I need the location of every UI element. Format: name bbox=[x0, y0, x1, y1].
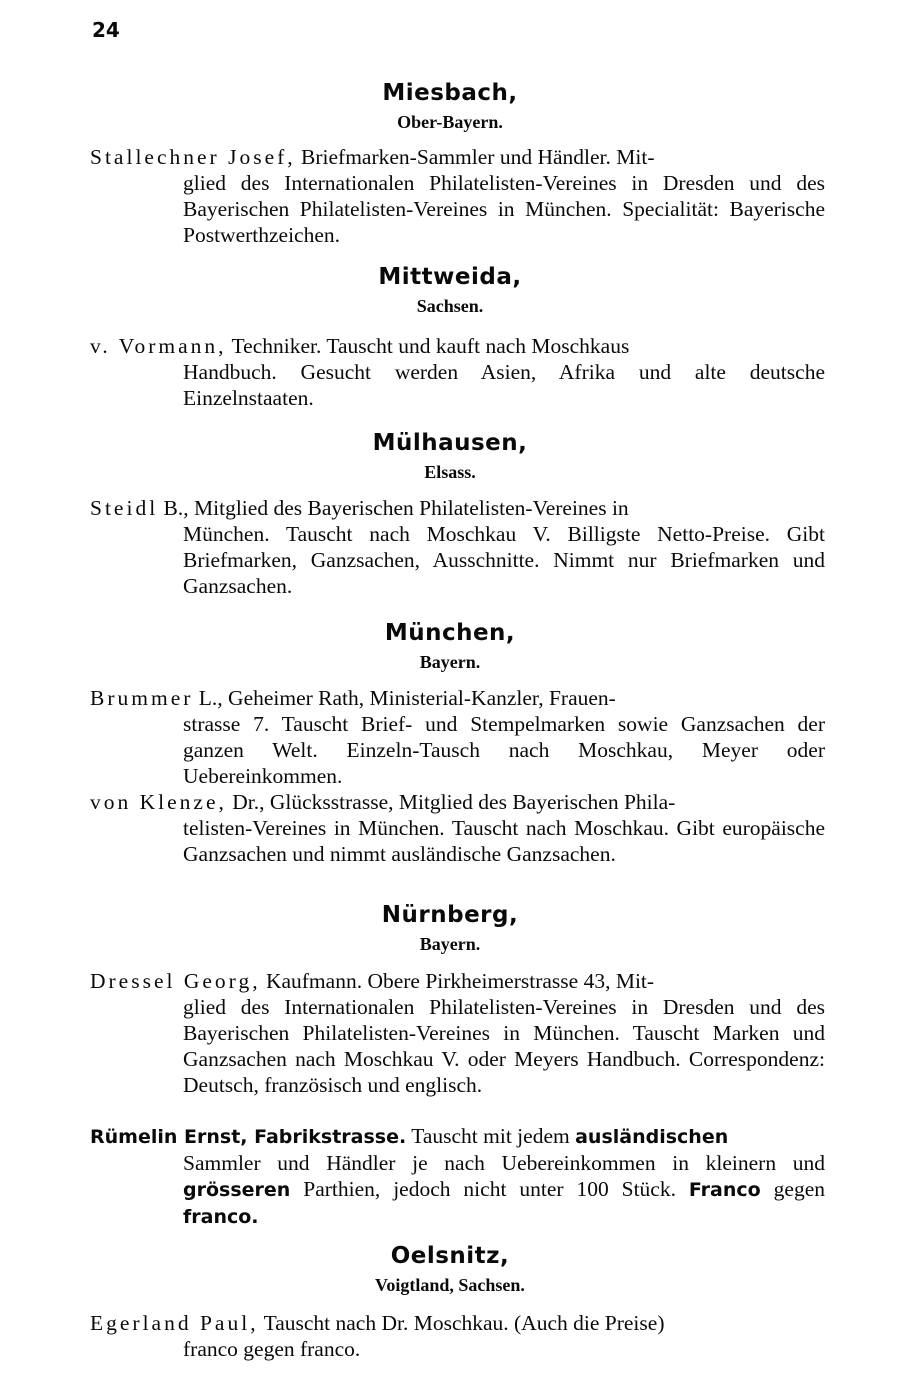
directory-entry bbox=[90, 1123, 825, 1230]
entry-name: v. Vormann, bbox=[90, 334, 227, 358]
emphasis-text: ausländischen bbox=[575, 1126, 729, 1148]
directory-entry bbox=[90, 789, 825, 867]
entry-text: Sammler und Händler je nach Uebereinkommen in kleinern und bbox=[183, 1151, 825, 1175]
directory-entry bbox=[90, 968, 825, 1098]
city-heading: Oelsnitz, bbox=[390, 1243, 510, 1269]
entry-text: Parthien, jedoch nicht unter 100 Stück. bbox=[290, 1177, 689, 1201]
entry-text: glied des Internationalen Philatelisten-Vereines in Dresden und des Bayerischen Philatelisten-Vereines in München. Specialität: Bayerische Postwerthzeichen. bbox=[183, 171, 825, 247]
emphasis-text: franco. bbox=[183, 1206, 259, 1228]
entry-text: Tauscht mit jedem bbox=[406, 1124, 576, 1148]
region-label: Bayern. bbox=[419, 934, 481, 954]
entry-text-first-line: Dr., Glücksstrasse, Mitglied des Bayerischen Phila- bbox=[226, 790, 676, 814]
entry-text-first-line: Briefmarken-Sammler und Händler. Mit- bbox=[295, 145, 655, 169]
city-heading: Mittweida, bbox=[378, 264, 522, 290]
directory-entry bbox=[90, 333, 825, 411]
region-label: Elsass. bbox=[424, 462, 476, 482]
entry-text: franco gegen franco. bbox=[183, 1337, 361, 1361]
directory-entry bbox=[90, 1310, 825, 1362]
entry-name: Steidl bbox=[90, 496, 159, 520]
entry-text: glied des Internationalen Philatelisten-Vereines in Dresden und des Bayerischen Philatelisten-Vereines in München. Tauscht Marken und Ganzsachen nach Moschkau V. oder Meyers Handbuch. Correspondenz: Deutsch, französisch und englisch. bbox=[183, 995, 825, 1097]
city-heading: Miesbach, bbox=[382, 80, 518, 106]
entry-text-first-line: B., Mitglied des Bayerischen Philatelisten-Vereines in bbox=[158, 496, 629, 520]
directory-entry bbox=[90, 495, 825, 599]
city-heading: Nürnberg, bbox=[381, 902, 519, 928]
region-label: Bayern. bbox=[419, 652, 481, 672]
region-label: Voigtland, Sachsen. bbox=[375, 1275, 525, 1295]
entry-name: Dressel Georg, bbox=[90, 969, 261, 993]
entry-name: Stallechner Josef, bbox=[90, 145, 296, 169]
entry-text-first-line: L., Geheimer Rath, Ministerial-Kanzler, Frauen- bbox=[193, 686, 616, 710]
emphasis-text: Franco bbox=[688, 1179, 761, 1201]
entry-name: Egerland Paul, bbox=[90, 1311, 259, 1335]
directory-entry bbox=[90, 144, 825, 248]
entry-text-first-line: Kaufmann. Obere Pirkheimerstrasse 43, Mit- bbox=[260, 969, 655, 993]
entry-text-first-line: Techniker. Tauscht und kauft nach Moschkaus bbox=[226, 334, 630, 358]
city-heading: München, bbox=[384, 620, 516, 646]
region-label: Sachsen. bbox=[416, 296, 484, 316]
page-number: 24 bbox=[92, 18, 120, 42]
entry-name: Rümelin Ernst, Fabrikstrasse. bbox=[90, 1126, 407, 1148]
emphasis-text: grösseren bbox=[183, 1179, 291, 1201]
entry-text: München. Tauscht nach Moschkau V. Billigste Netto-Preise. Gibt Briefmarken, Ganzsachen, Ausschnitte. Nimmt nur Briefmarken und Ganzsachen. bbox=[183, 522, 825, 598]
entry-text: strasse 7. Tauscht Brief- und Stempelmarken sowie Ganzsachen der ganzen Welt. Einzeln-Tausch nach Moschkau, Meyer oder Uebereinkommen. bbox=[183, 712, 825, 788]
directory-entry bbox=[90, 685, 825, 789]
entry-name: von Klenze, bbox=[90, 790, 227, 814]
city-heading: Mülhausen, bbox=[372, 430, 528, 456]
region-label: Ober-Bayern. bbox=[397, 112, 503, 132]
entry-text: telisten-Vereines in München. Tauscht nach Moschkau. Gibt europäische Ganzsachen und nimmt ausländische Ganzsachen. bbox=[183, 816, 825, 866]
entry-text: gegen bbox=[760, 1177, 825, 1201]
entry-text: Handbuch. Gesucht werden Asien, Afrika und alte deutsche Einzelnstaaten. bbox=[183, 360, 825, 410]
entry-text-first-line: Tauscht nach Dr. Moschkau. (Auch die Preise) bbox=[258, 1311, 665, 1335]
entry-name: Brummer bbox=[90, 686, 194, 710]
